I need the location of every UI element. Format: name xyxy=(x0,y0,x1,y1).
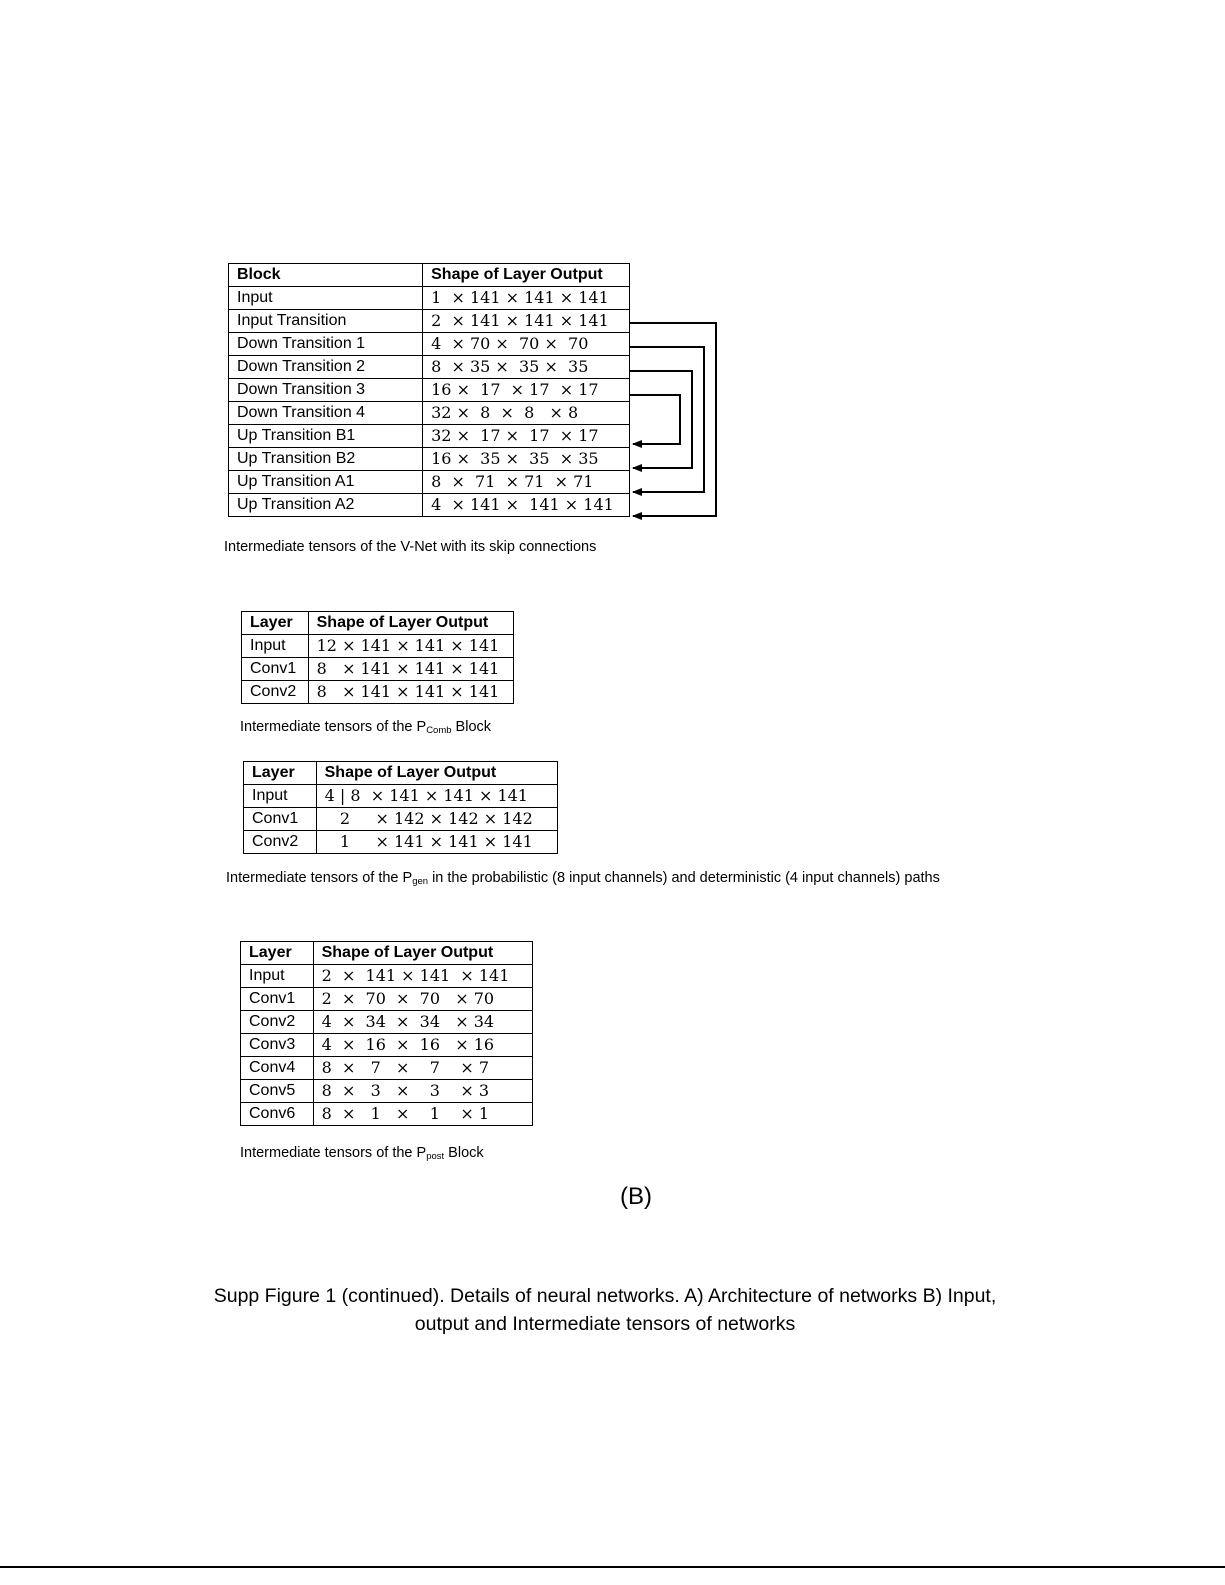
block-name: Up Transition B1 xyxy=(229,425,423,448)
table-row xyxy=(242,658,514,681)
shape-value: 8 × 1 × 1 × 1 xyxy=(313,1103,532,1126)
table-header-row xyxy=(241,942,533,965)
shape-value: 2 × 141 × 141 × 141 xyxy=(423,310,630,333)
column-header: Shape of Layer Output xyxy=(423,264,630,287)
page-bottom-rule xyxy=(0,1566,1225,1568)
table-row xyxy=(244,831,558,854)
shape-value: 12 × 141 × 141 × 141 xyxy=(308,635,513,658)
shape-value: 4 × 141 × 141 × 141 xyxy=(423,494,630,517)
shape-value: 32 × 8 × 8 × 8 xyxy=(423,402,630,425)
column-header: Layer xyxy=(244,762,317,785)
pgen-table xyxy=(243,761,558,854)
shape-value: 4 × 70 × 70 × 70 xyxy=(423,333,630,356)
table-row xyxy=(241,988,533,1011)
pcomb-caption: Intermediate tensors of the $P_{Comb}$ Block xyxy=(240,719,492,736)
block-name: Down Transition 3 xyxy=(229,379,423,402)
pgen-caption: Intermediate tensors of the $P_{gen}$ in the probabilistic (8 input channels) and deterministic (4 input channels) paths xyxy=(226,870,940,887)
column-header: Shape of Layer Output xyxy=(313,942,532,965)
table-row xyxy=(242,681,514,704)
column-header: Shape of Layer Output xyxy=(316,762,557,785)
skip-connection-down2-to-b2 xyxy=(630,371,692,468)
block-name: Input xyxy=(229,287,423,310)
layer-name: Conv1 xyxy=(244,808,317,831)
ppost-caption: Intermediate tensors of the $P_{post}$ Block xyxy=(240,1145,484,1162)
shape-value: 1 × 141 × 141 × 141 xyxy=(316,831,557,854)
shape-value: 2 × 141 × 141 × 141 xyxy=(313,965,532,988)
layer-name: Input xyxy=(241,965,314,988)
table-header-row xyxy=(244,762,558,785)
table-row xyxy=(241,965,533,988)
figure-caption xyxy=(180,1282,1030,1338)
layer-name: Conv5 xyxy=(241,1080,314,1103)
table-row xyxy=(241,1103,533,1126)
table-row xyxy=(244,785,558,808)
ppost-table xyxy=(240,941,533,1126)
shape-value: 8 × 7 × 7 × 7 xyxy=(313,1057,532,1080)
layer-name: Conv2 xyxy=(242,681,309,704)
shape-value: 1 × 141 × 141 × 141 xyxy=(423,287,630,310)
layer-name: Conv2 xyxy=(241,1011,314,1034)
figure-caption-line-2: output and Intermediate tensors of networks xyxy=(414,1313,796,1335)
column-header: Block xyxy=(229,264,423,287)
layer-name: Conv1 xyxy=(242,658,309,681)
layer-name: Conv6 xyxy=(241,1103,314,1126)
block-name: Down Transition 4 xyxy=(229,402,423,425)
column-header: Layer xyxy=(241,942,314,965)
panel-label: (B) xyxy=(620,1183,652,1210)
shape-value: 32 × 17 × 17 × 17 xyxy=(423,425,630,448)
shape-value: 4 × 34 × 34 × 34 xyxy=(313,1011,532,1034)
block-name: Input Transition xyxy=(229,310,423,333)
table-row xyxy=(241,1057,533,1080)
block-name: Up Transition A1 xyxy=(229,471,423,494)
shape-value: 4 | 8 × 141 × 141 × 141 xyxy=(316,785,557,808)
vnet-caption: Intermediate tensors of the V-Net with its skip connections xyxy=(224,539,597,555)
pcomb-table xyxy=(241,611,514,704)
column-header: Layer xyxy=(242,612,309,635)
shape-value: 8 × 35 × 35 × 35 xyxy=(423,356,630,379)
column-header: Shape of Layer Output xyxy=(308,612,513,635)
table-row xyxy=(244,808,558,831)
shape-value: 8 × 3 × 3 × 3 xyxy=(313,1080,532,1103)
table-row xyxy=(241,1011,533,1034)
shape-value: 8 × 141 × 141 × 141 xyxy=(308,681,513,704)
block-name: Up Transition A2 xyxy=(229,494,423,517)
table-header-row xyxy=(242,612,514,635)
shape-value: 2 × 70 × 70 × 70 xyxy=(313,988,532,1011)
layer-name: Conv2 xyxy=(244,831,317,854)
shape-value: 16 × 17 × 17 × 17 xyxy=(423,379,630,402)
shape-value: 8 × 71 × 71 × 71 xyxy=(423,471,630,494)
layer-name: Conv4 xyxy=(241,1057,314,1080)
table-row xyxy=(241,1034,533,1057)
shape-value: 2 × 142 × 142 × 142 xyxy=(316,808,557,831)
table-row xyxy=(242,635,514,658)
block-name: Down Transition 1 xyxy=(229,333,423,356)
shape-value: 16 × 35 × 35 × 35 xyxy=(423,448,630,471)
block-name: Down Transition 2 xyxy=(229,356,423,379)
table-row xyxy=(241,1080,533,1103)
shape-value: 8 × 141 × 141 × 141 xyxy=(308,658,513,681)
layer-name: Input xyxy=(244,785,317,808)
figure-caption-line-1: Supp Figure 1 (continued). Details of neural networks. A) Architecture of networks B) Input, xyxy=(213,1285,997,1307)
block-name: Up Transition B2 xyxy=(229,448,423,471)
skip-connection-down3-to-b1 xyxy=(630,395,680,444)
layer-name: Conv3 xyxy=(241,1034,314,1057)
layer-name: Input xyxy=(242,635,309,658)
layer-name: Conv1 xyxy=(241,988,314,1011)
shape-value: 4 × 16 × 16 × 16 xyxy=(313,1034,532,1057)
